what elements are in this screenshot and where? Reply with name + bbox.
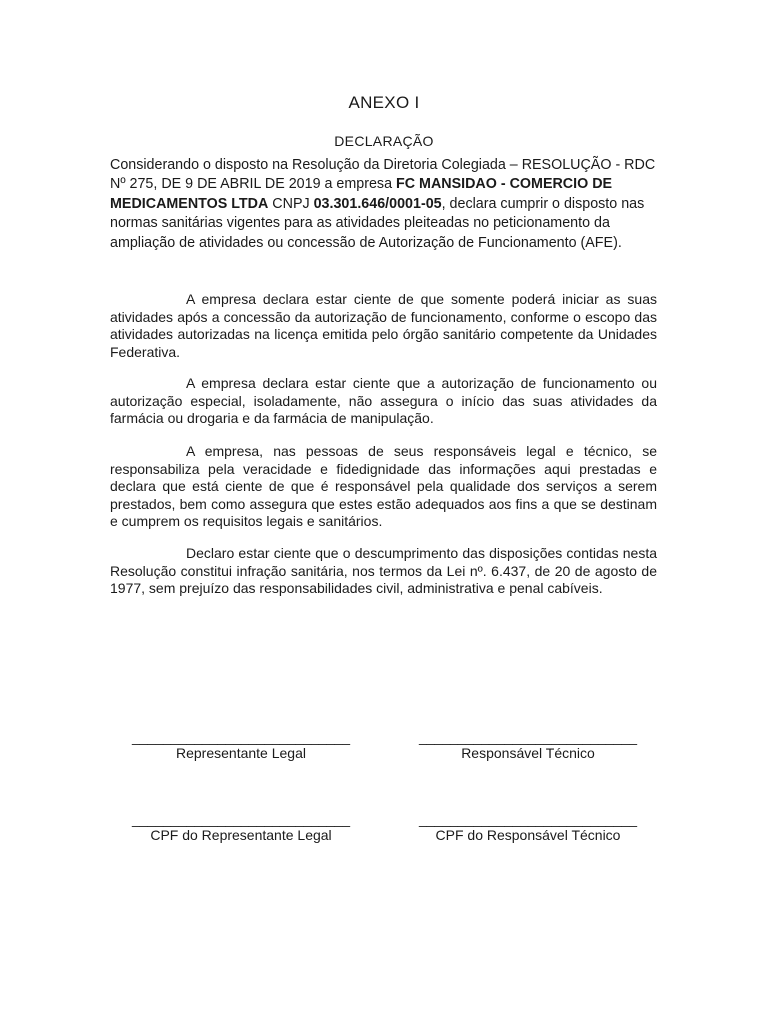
cnpj-label: CNPJ bbox=[268, 195, 314, 212]
document-title: ANEXO I bbox=[348, 93, 420, 112]
signature-line-cpf-tech-resp: ____________________________ bbox=[418, 811, 637, 827]
paragraph-sanitary-infraction: Declaro estar ciente que o descumprimento das disposições contidas nesta Resolução constitui infração sanitária, nos termos da Lei nº. 6.437, de 20 de agosto de 1977, sem prejuízo das responsabilidades civil, administrativa e penal cabíveis. bbox=[110, 545, 657, 596]
signature-line-tech-resp: ____________________________ bbox=[418, 729, 637, 745]
cnpj-number: 03.301.646/0001-05 bbox=[313, 195, 442, 212]
intro-text-start: Considerando o disposto na Resolução da Diretoria Colegiada – RESOLUÇÃO - RDC Nº 275, DE 9 DE ABRIL DE 2019 a empresa bbox=[110, 157, 656, 193]
intro-text-end: , declara cumprir o disposto nas normas sanitárias vigentes para as atividades pleiteadas no peticionamento da ampliação de atividades ou concessão de Autorização de Funcionamento (AFE). bbox=[110, 195, 645, 251]
signature-line-cpf-legal-rep: ____________________________ bbox=[131, 811, 350, 827]
paragraph-responsibility: A empresa, nas pessoas de seus responsáveis legal e técnico, se responsabiliza pela veracidade e fidedignidade das informações aqui prestadas e declara que está ciente de que é responsável pela qualidade dos serviços a serem prestados, bem como assegura que estes estão adequados aos fins a que se destinam e cumprem os requisitos legais e sanitários. bbox=[110, 443, 657, 529]
paragraph-activities-start: A empresa declara estar ciente de que somente poderá iniciar as suas atividades após a concessão da autorização de funcionamento, conforme o escopo das atividades autorizadas na licença emitida pelo órgão sanitário competente da Unidades Federativa. bbox=[110, 291, 657, 360]
label-legal-rep: Representante Legal bbox=[176, 745, 306, 761]
label-cpf-legal-rep: CPF do Representante Legal bbox=[150, 827, 332, 843]
document-subtitle: DECLARAÇÃO bbox=[334, 133, 434, 149]
company-name: FC MANSIDAO - COMERCIO DE MEDICAMENTOS LTDA bbox=[110, 176, 613, 212]
label-cpf-tech-resp: CPF do Responsável Técnico bbox=[435, 827, 621, 843]
signature-line-legal-rep: ____________________________ bbox=[131, 729, 350, 745]
paragraph-special-authorization: A empresa declara estar ciente que a autorização de funcionamento ou autorização especial, isoladamente, não assegura o início das suas atividades da farmácia ou drogaria e da farmácia de manipulação. bbox=[110, 375, 657, 426]
label-tech-resp: Responsável Técnico bbox=[461, 745, 595, 761]
intro-paragraph bbox=[110, 156, 670, 253]
